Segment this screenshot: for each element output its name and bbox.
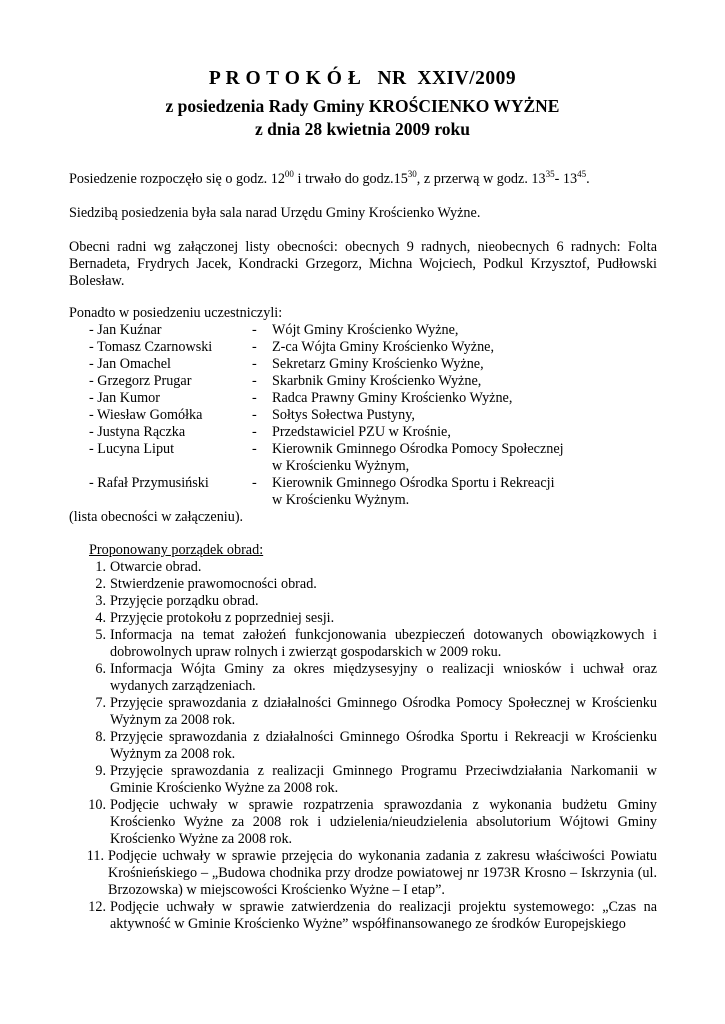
attendees-intro: Ponadto w posiedzeniu uczestniczyli: bbox=[69, 305, 283, 321]
agenda-title: Proponowany porządek obrad: bbox=[89, 542, 264, 558]
attendance-note: (lista obecności w załączeniu). bbox=[69, 509, 244, 525]
meeting-time-paragraph: Posiedzenie rozpoczęło się o godz. $12^{00}$ i trwało do $godz.15^{30}$, z przerwą w godz. $13^{35}-$ $13^{45}$. bbox=[69, 169, 590, 187]
seat-paragraph: Siedzibą posiedzenia była sala narad Urzędu Gminy Krościenko Wyżne. bbox=[69, 205, 481, 221]
document-title: P R O T O K Ó Ł NR XXIV/2009 bbox=[208, 68, 517, 89]
attendance-paragraph: Obecni radni wg załączonej listy obecności: obecnych 9 radnych, nieobecnych 6 radnych: Folta Bernadeta, Frydrych Jacek, Kondracki Grzegorz, Michna Wojciech, Podkul Krzysztof, Pudłowski Bolesław. bbox=[69, 239, 657, 289]
document-page: P R O T O K Ó Ł NR XXIV/2009 z posiedzenia Rady Gminy KROŚCIENKO WYŻNE z dnia 28 kwietnia 2009 roku Posiedzenie rozpoczęło się o godz. $12^{00}$ i trwało do $godz.15^{30}$, z przerwą w godz. $13^{35}-$ $13^{45}$. Siedzibą posiedzenia była sala narad Urzędu Gminy Krościenko Wyżne. Obecni radni wg załączonej listy obecności: obecnych 9 radnych, nieobecnych 6 radnych: Folta Bernadeta, Frydrych Jacek, Kondracki Grzegorz, Michna Wojciech, Podkul Krzysztof, Pudłowski Bolesław. Ponadto w posiedzeniu uczestniczyli: - Jan Kuźnar - Wójt Gminy Krościenko Wyżne, - Tomasz Czarnowski - Z-ca Wójta Gminy Krościenko Wyżne, - Jan Omachel - Sekretarz Gminy Krościenko Wyżne, - Grzegorz Prugar - Skarbnik Gminy Krościenko Wyżne, - Jan Kumor - Radca Prawny Gminy Krościenko Wyżne, - Wiesław Gomółka - Sołtys Sołectwa Pustyny, - Justyna Rączka - Przedstawiciel PZU w Krośnie, - Lucyna Liput - Kierownik Gminnego Ośrodka Pomocy Społecznej w Krościenku Wyżnym, - Rafał Przymusiński - Kierownik Gminnego Ośrodka Sportu i Rekreacji w Krościenku Wyżnym. (lista obecności w załączeniu). Proponowany porządek obrad: 1. Otwarcie obrad. 2. Stwierdzenie prawomocności obrad. 3. Przyjęcie porządku obrad. 4. Przyjęcie protokołu z poprzedniej sesji. 5. Informacja na temat założeń funkcjonowania ubezpieczeń dotowanych obowiązkowych i dobrowolnych upraw rolnych i zwierząt gospodarskich w 2009 roku. 6. Informacja Wójta Gminy za okres międzysesyjny o realizacji wniosków i uchwał oraz wydanych zarządzeniach. 7. Przyjęcie sprawozdania z działalności Gminnego Ośrodka Pomocy Społecznej w Krościenku Wyżnym za 2008 rok. 8. Przyjęcie sprawozdania z działalności Gminnego Ośrodka Sportu i Rekreacji w Krościenku Wyżnym za 2008 rok. 9. Przyjęcie sprawozdania z realizacji Gminnego Programu Przeciwdziałania Narkomanii w Gminie Krościenko Wyżne za 2008 rok. 10. Podjęcie uchwały w sprawie rozpatrzenia sprawozdania z wykonania budżetu Gminy Krościenko Wyżne za 2008 rok i udzielenia/nieudzielenia absolutorium Wójtowi Gminy Krościenko Wyżne za 2008 rok. 11. Podjęcie uchwały w sprawie przejęcia do wykonania zadania z zakresu właściwości Powiatu Krośnieńskiego – „Budowa chodnika przy drodze powiatowej nr 1973R Krosno – Iskrzynia (ul. Brzozowska) w miejscowości Krościenko Wyżne – I etap”. 12. Podjęcie uchwały w sprawie zatwierdzenia do realizacji projektu systemowego: „Czas na aktywność w Gminie Krościenko Wyżne” współfinansowanego ze środków Europejskiego bbox=[0, 0, 725, 1024]
document-subtitle: z posiedzenia Rady Gminy KROŚCIENKO WYŻNE bbox=[165, 96, 560, 116]
document-date: z dnia 28 kwietnia 2009 roku bbox=[254, 119, 471, 139]
